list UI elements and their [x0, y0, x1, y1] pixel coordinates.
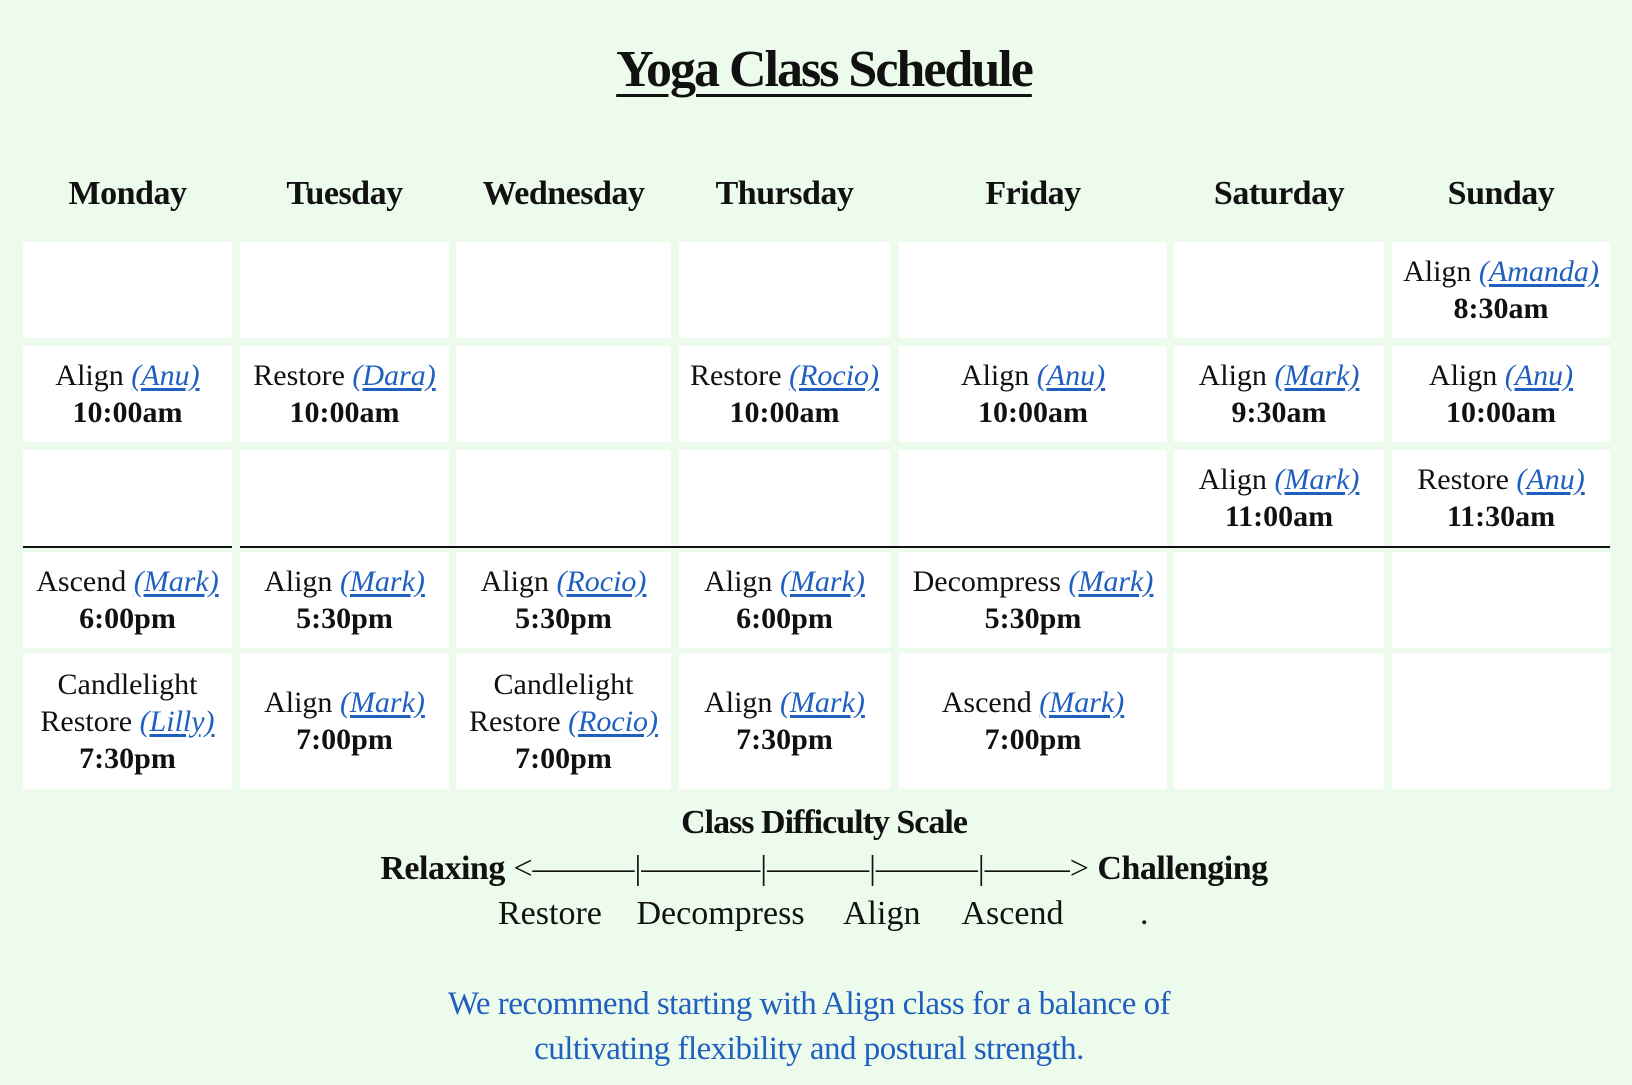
- class-name-line: Candlelight: [57, 667, 198, 701]
- day-header-saturday: Saturday: [1213, 175, 1345, 212]
- instructor-link[interactable]: (Mark): [779, 686, 865, 719]
- day-header-wednesday: Wednesday: [482, 175, 645, 212]
- class-time: 10:00am: [729, 396, 840, 429]
- class-time: 6:00pm: [736, 602, 833, 635]
- class-name: Restore: [253, 359, 345, 392]
- class-name-line: [690, 357, 879, 394]
- class-name: Ascend: [36, 565, 127, 598]
- class-name: Align: [480, 565, 549, 598]
- class-slot: [1392, 242, 1610, 338]
- day-header-friday: Friday: [985, 175, 1081, 212]
- class-time: 7:30pm: [736, 723, 833, 756]
- class-name-line: [942, 684, 1124, 721]
- class-slot: [456, 552, 671, 648]
- class-slot: [1392, 450, 1610, 546]
- class-name-line: [264, 684, 425, 721]
- class-name-line: [481, 563, 647, 600]
- class-slot: [679, 653, 890, 789]
- empty-slot: [456, 450, 671, 546]
- day-header-tuesday: Tuesday: [286, 175, 403, 212]
- class-name: Restore: [1417, 463, 1509, 496]
- class-time: 10:00am: [1446, 396, 1556, 429]
- instructor-link[interactable]: (Lilly): [139, 704, 215, 738]
- day-header-sunday: Sunday: [1447, 175, 1555, 212]
- class-slot: [679, 552, 890, 648]
- class-name-line: [40, 703, 214, 740]
- class-name: Align: [704, 686, 773, 719]
- class-slot: [899, 653, 1167, 789]
- empty-slot: [679, 450, 890, 546]
- instructor-link[interactable]: (Mark): [339, 686, 425, 719]
- class-name-line: Candlelight: [493, 667, 634, 701]
- class-slot: [456, 653, 671, 789]
- class-time: 11:00am: [1224, 500, 1334, 533]
- scale-label-ascend: Ascend: [961, 895, 1064, 932]
- class-slot: [23, 552, 232, 648]
- class-name: Align: [704, 565, 773, 598]
- instructor-link[interactable]: (Anu): [131, 359, 200, 392]
- class-name: Restore: [468, 704, 561, 738]
- note-line-2: cultivating flexibility and postural strength.: [534, 1031, 1084, 1067]
- class-name-line: [1429, 357, 1573, 394]
- class-time: 10:00am: [978, 396, 1088, 429]
- class-slot: [240, 653, 449, 789]
- empty-slot: [240, 450, 449, 546]
- class-name-line: [913, 563, 1154, 600]
- scale-relaxing-label: Relaxing: [380, 850, 505, 887]
- empty-slot: [1392, 552, 1610, 648]
- instructor-link[interactable]: (Mark): [779, 565, 865, 598]
- class-slot: [240, 346, 449, 442]
- morning-evening-divider: [23, 546, 232, 548]
- note-line-1: We recommend starting with Align class for a balance of: [447, 986, 1171, 1022]
- class-slot: [240, 552, 449, 648]
- class-time: 7:30pm: [79, 741, 176, 775]
- instructor-link[interactable]: (Mark): [133, 565, 219, 598]
- empty-slot: [1174, 552, 1384, 648]
- class-name: Align: [1428, 359, 1498, 392]
- class-time: 7:00pm: [296, 723, 393, 756]
- recommendation-note: [0, 982, 1618, 1072]
- class-name: Align: [264, 565, 333, 598]
- instructor-link[interactable]: (Rocio): [556, 565, 647, 598]
- class-time: 10:00am: [72, 396, 183, 429]
- scale-label-period: .: [1140, 895, 1149, 932]
- class-time: 5:30pm: [296, 602, 393, 635]
- empty-slot: [23, 242, 232, 338]
- empty-slot: [1174, 653, 1384, 789]
- instructor-link[interactable]: (Amanda): [1478, 255, 1599, 288]
- class-time: 6:00pm: [79, 602, 176, 635]
- scale-arrow: <––––––|–––––––|––––––|––––––|–––––>: [513, 850, 1089, 887]
- class-name-line: [1199, 461, 1360, 498]
- class-time: 9:30am: [1231, 396, 1327, 429]
- empty-slot: [1174, 242, 1384, 338]
- class-name-line: [1199, 357, 1360, 394]
- instructor-link[interactable]: (Anu): [1516, 463, 1585, 496]
- morning-evening-divider: [240, 546, 1610, 548]
- class-time: 11:30am: [1446, 500, 1556, 533]
- instructor-link[interactable]: (Mark): [339, 565, 425, 598]
- scale-challenging-label: Challenging: [1097, 850, 1268, 887]
- class-slot: [1174, 346, 1384, 442]
- class-name: Align: [264, 686, 333, 719]
- empty-slot: [240, 242, 449, 338]
- class-time: 7:00pm: [984, 723, 1082, 756]
- class-slot: [1174, 450, 1384, 546]
- class-time: 5:30pm: [515, 602, 612, 635]
- scale-label-align: Align: [843, 895, 921, 932]
- class-time: 5:30pm: [984, 602, 1082, 635]
- class-slot: [899, 346, 1167, 442]
- class-name-line: [253, 357, 435, 394]
- class-slot: [23, 653, 232, 789]
- class-name-line: [264, 563, 425, 600]
- class-name-line: [961, 357, 1105, 394]
- class-name: Align: [1198, 359, 1267, 392]
- difficulty-scale-labels: [498, 895, 1149, 933]
- class-time: 7:00pm: [515, 741, 612, 775]
- instructor-link[interactable]: (Mark): [1274, 359, 1360, 392]
- class-name: Align: [960, 359, 1030, 392]
- class-slot: [1392, 346, 1610, 442]
- class-name-line: [704, 684, 865, 721]
- empty-slot: [899, 242, 1167, 338]
- scale-label-decompress: Decompress: [636, 895, 805, 932]
- day-header-monday: Monday: [68, 175, 187, 212]
- class-slot: [899, 552, 1167, 648]
- instructor-link[interactable]: (Rocio): [568, 704, 659, 738]
- empty-slot: [679, 242, 890, 338]
- instructor-link[interactable]: (Rocio): [789, 359, 880, 392]
- page-title: Yoga Class Schedule: [616, 41, 1032, 98]
- class-name-line: [36, 563, 218, 600]
- instructor-link[interactable]: (Anu): [1504, 359, 1574, 392]
- class-name-line: [469, 703, 658, 740]
- class-time: 10:00am: [289, 396, 400, 429]
- class-name: Decompress: [912, 565, 1061, 598]
- class-name: Ascend: [941, 686, 1032, 719]
- difficulty-scale-title: Class Difficulty Scale: [681, 804, 967, 841]
- class-name: Align: [1198, 463, 1267, 496]
- class-time: 8:30am: [1453, 292, 1549, 325]
- empty-slot: [23, 450, 232, 546]
- class-name: Align: [55, 359, 124, 392]
- empty-slot: [1392, 653, 1610, 789]
- class-name-line: [1403, 253, 1599, 290]
- class-slot: [23, 346, 232, 442]
- class-name-line: [704, 563, 865, 600]
- class-name: Restore: [40, 704, 133, 738]
- instructor-link[interactable]: (Mark): [1039, 686, 1125, 719]
- instructor-link[interactable]: (Mark): [1068, 565, 1154, 598]
- empty-slot: [456, 242, 671, 338]
- instructor-link[interactable]: (Mark): [1274, 463, 1360, 496]
- difficulty-scale-line: [0, 850, 1632, 888]
- instructor-link[interactable]: (Anu): [1036, 359, 1106, 392]
- day-header-thursday: Thursday: [715, 175, 854, 212]
- instructor-link[interactable]: (Dara): [352, 359, 436, 392]
- empty-slot: [899, 450, 1167, 546]
- class-slot: [679, 346, 890, 442]
- class-name-line: [55, 357, 199, 394]
- class-name-line: [1417, 461, 1584, 498]
- class-name: Restore: [689, 359, 782, 392]
- class-name: Align: [1403, 255, 1472, 288]
- scale-label-restore: Restore: [498, 895, 602, 932]
- empty-slot: [456, 346, 671, 442]
